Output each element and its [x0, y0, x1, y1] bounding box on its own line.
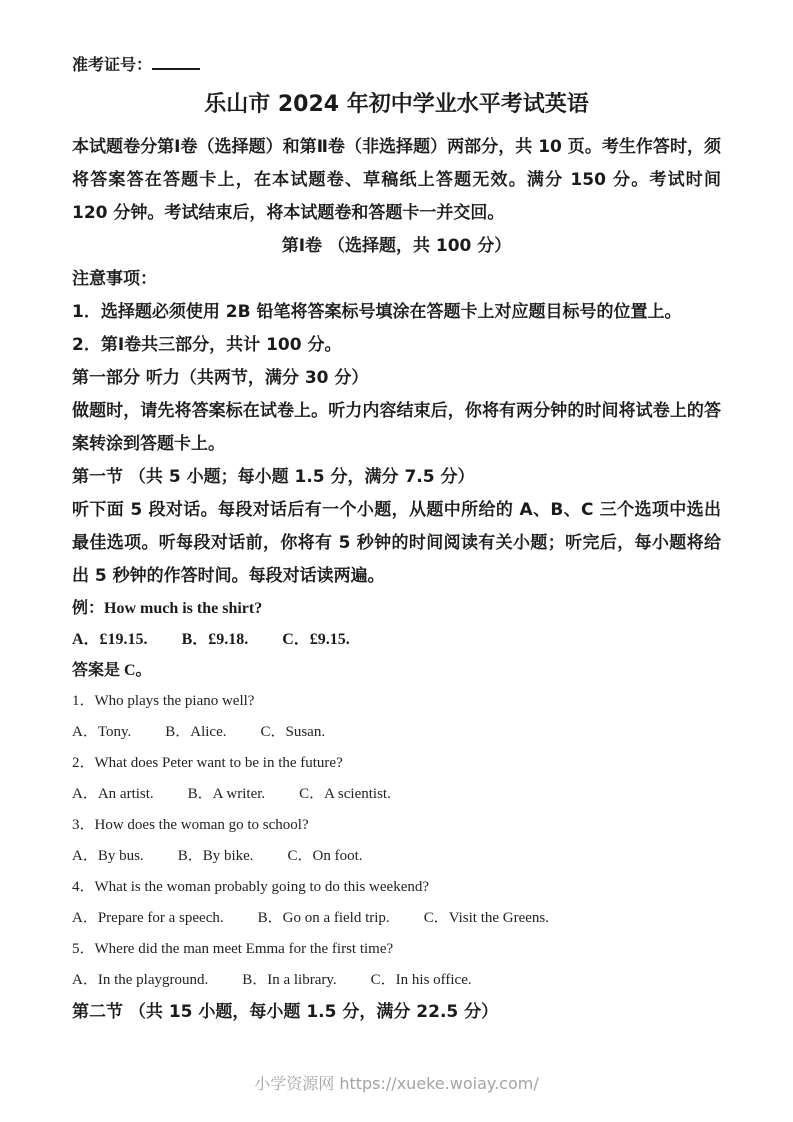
section1-heading: 第一节 （共 5 小题；每小题 1.5 分，满分 7.5 分）: [72, 467, 475, 487]
question-4-option-b: B．Go on a field trip.: [257, 910, 390, 926]
example-option-c: C．£9.15.: [282, 631, 350, 648]
question-line-1: 1．Who plays the piano well?: [72, 693, 255, 709]
example-options-row: [72, 624, 721, 655]
options-row-1: [72, 717, 721, 748]
volume1-heading: 第Ⅰ卷 （选择题，共 100 分）: [281, 236, 512, 256]
question-line-5: 5．Where did the man meet Emma for the first time?: [72, 941, 394, 957]
options-row-4: [72, 903, 721, 934]
question-line-3: 3．How does the woman go to school?: [72, 817, 309, 833]
question-2-option-a: A．An artist.: [72, 786, 154, 802]
question-1-option-b: B．Alice.: [165, 724, 227, 740]
question-4-option-c: C．Visit the Greens.: [423, 910, 550, 926]
question-block-3: [72, 810, 721, 872]
question-block-2: [72, 748, 721, 810]
part1-heading: 第一部分 听力（共两节，满分 30 分）: [72, 368, 369, 388]
footer-watermark: 小学资源网 https://xueke.woiay.com/: [254, 1074, 539, 1093]
example-option-a: A．£19.15.: [72, 631, 148, 648]
options-row-5: [72, 965, 721, 996]
question-1-option-c: C．Susan.: [260, 724, 326, 740]
admission-number-blank: [152, 56, 200, 70]
example-option-b: B．£9.18.: [181, 631, 249, 648]
example-question: 例：How much is the shirt?: [72, 600, 263, 617]
question-4-option-a: A．Prepare for a speech.: [72, 910, 224, 926]
question-block-1: [72, 686, 721, 748]
question-1-option-a: A．Tony.: [72, 724, 132, 740]
question-line-4: 4．What is the woman probably going to do this weekend?: [72, 879, 430, 895]
question-block-5: [72, 934, 721, 996]
question-3-option-b: B．By bike.: [177, 848, 254, 864]
question-3-option-c: C．On foot.: [287, 848, 363, 864]
admission-number-label: 准考证号：: [72, 55, 153, 74]
question-5-option-c: C．In his office.: [370, 972, 472, 988]
listening-example-block: [72, 593, 721, 686]
question-5-option-a: A．In the playground.: [72, 972, 209, 988]
notes-title: 注意事项：: [72, 269, 157, 289]
example-answer: 答案是 C。: [72, 662, 152, 679]
admission-number-row: [72, 54, 721, 76]
question-2-option-c: C．A scientist.: [299, 786, 391, 802]
options-row-2: [72, 779, 721, 810]
note-item-1: 1．选择题必须使用 2B 铅笔将答案标号填涂在答题卡上对应题目标号的位置上。: [72, 302, 682, 322]
question-2-option-b: B．A writer.: [187, 786, 266, 802]
question-block-4: [72, 872, 721, 934]
options-row-3: [72, 841, 721, 872]
question-3-option-a: A．By bus.: [72, 848, 144, 864]
note-item-2: 2．第Ⅰ卷共三部分，共计 100 分。: [72, 335, 342, 355]
listening-transfer-note: 做题时，请先将答案标在试卷上。听力内容结束后，你将有两分钟的时间将试卷上的答案转涂到答题卡上。: [72, 401, 721, 454]
section1-instructions: 听下面 5 段对话。每段对话后有一个小题，从题中所给的 A、B、C 三个选项中选出最佳选项。听每段对话前，你将有 5 秒钟的时间阅读有关小题；听完后，每小题将给出 5 秒钟的作答时间。每段对话读两遍。: [72, 500, 721, 586]
question-5-option-b: B．In a library.: [242, 972, 337, 988]
question-line-2: 2．What does Peter want to be in the future?: [72, 755, 343, 771]
section2-heading: 第二节 （共 15 小题，每小题 1.5 分，满分 22.5 分）: [72, 1002, 499, 1022]
intro-paragraph: 本试题卷分第Ⅰ卷（选择题）和第Ⅱ卷（非选择题）两部分，共 10 页。考生作答时，须将答案答在答题卡上，在本试题卷、草稿纸上答题无效。满分 150 分。考试时间 120 分钟。考试结束后，将本试题卷和答题卡一并交回。: [72, 137, 721, 223]
exam-title: 乐山市 2024 年初中学业水平考试英语: [204, 92, 589, 117]
